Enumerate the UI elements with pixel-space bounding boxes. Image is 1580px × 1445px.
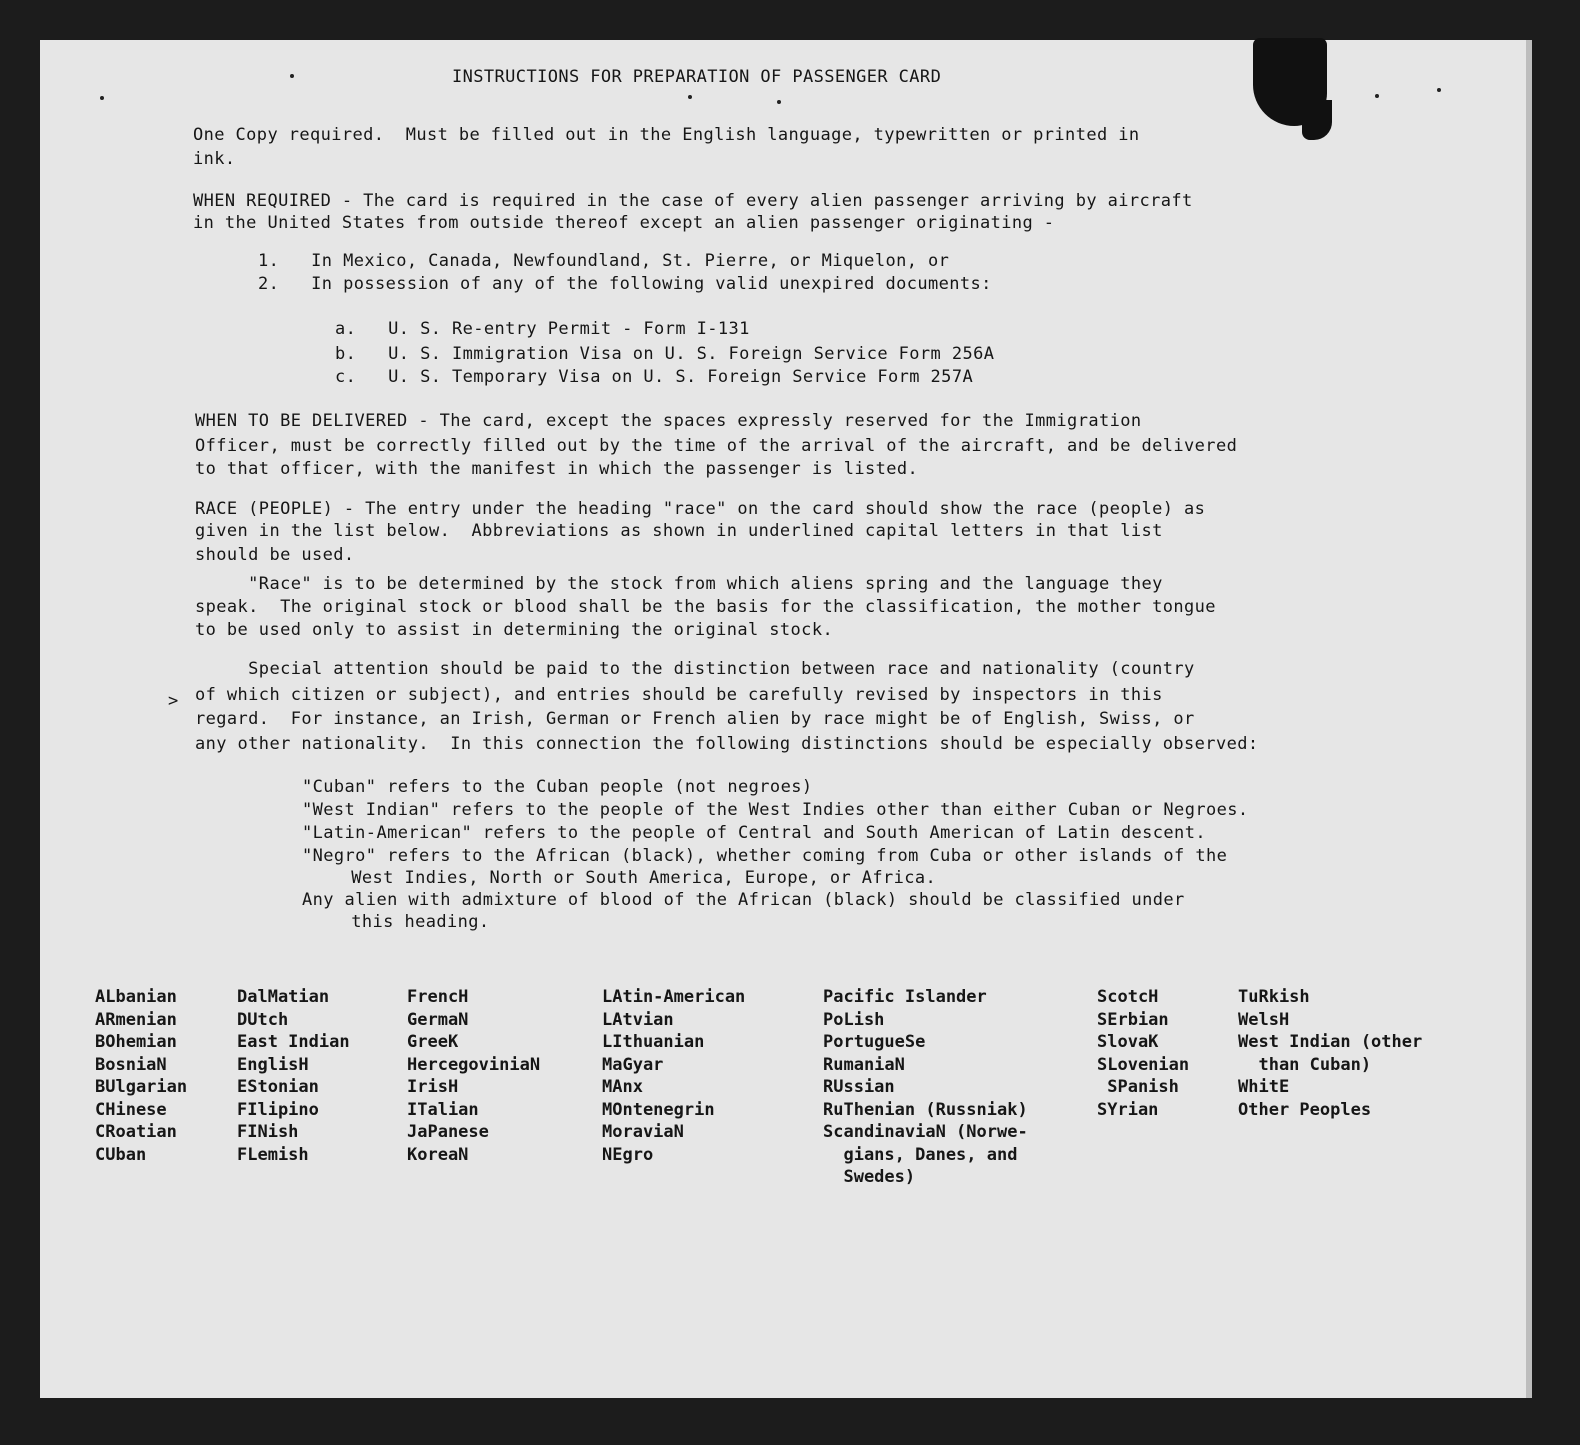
race-entry: EnglisH [237,1054,309,1075]
race-entry: SErbian [1097,1009,1169,1030]
race-entry: PortugueSe [823,1032,926,1052]
race-list-column-7 [1238,986,1422,1121]
document-title: INSTRUCTIONS FOR PREPARATION OF PASSENGER CARD [452,67,942,87]
race-entry: MAnx [602,1077,643,1097]
special-attention-line: any other nationality. In this connection the following distinctions should be especially observed: [195,734,1259,754]
race-entry: TuRkish [1238,987,1310,1007]
race-entry: KoreaN [407,1144,469,1165]
intro-line-1: One Copy required. Must be filled out in the English language, typewritten or printed in [193,125,1140,145]
race-entry: RumaniaN [823,1054,905,1075]
race-list-column-2 [237,986,350,1166]
special-attention-line: of which citizen or subject), and entries should be carefully revised by inspectors in this [195,685,1163,705]
race-heading-line: given in the list below. Abbreviations as shown in underlined capital letters in that list [195,521,1163,541]
race-entry: NEgro [602,1144,654,1165]
race-entry: ARmenian [95,1009,177,1030]
race-entry: West Indian (other [1238,1032,1423,1052]
speck [1437,88,1441,92]
race-entry: SLovenian [1097,1054,1190,1075]
race-list-column-5 [823,986,1028,1189]
race-entry: SYrian [1097,1099,1159,1120]
when-delivered-line: WHEN TO BE DELIVERED - The card, except the spaces expressly reserved for the Immigration [195,411,1142,431]
race-list-column-6 [1097,986,1189,1121]
race-entry: BOhemian [95,1032,177,1052]
race-entry: PoLish [823,1009,885,1030]
special-attention-line: Special attention should be paid to the distinction between race and nationality (country [195,659,1195,679]
race-definition-line: "Race" is to be determined by the stock from which aliens spring and the language they [195,574,1163,594]
speck [688,95,692,99]
ink-blot-drip [1302,100,1332,140]
document-item: a. U. S. Re-entry Permit - Form I-131 [335,319,750,339]
document-item: b. U. S. Immigration Visa on U. S. Foreign Service Form 256A [335,344,995,364]
special-attention-line: regard. For instance, an Irish, German or French alien by race might be of English, Swiss, or [195,709,1195,729]
race-entry: ALbanian [95,987,177,1007]
race-entry: GreeK [407,1032,459,1052]
race-heading-line: RACE (PEOPLE) - The entry under the heading "race" on the card should show the race (people) as [195,499,1206,519]
race-entry: GermaN [407,1009,469,1030]
race-entry: BosniaN [95,1054,167,1075]
race-entry: FrencH [407,987,469,1007]
race-entry: ITalian [407,1099,479,1120]
when-required-line-1: WHEN REQUIRED - The card is required in the case of every alien passenger arriving by aircraft [193,191,1193,211]
race-entry: Other Peoples [1238,1099,1372,1120]
race-list-column-3 [407,986,540,1166]
race-list-column-4 [602,986,745,1166]
race-entry: FLemish [237,1144,309,1165]
race-entry: WhitE [1238,1077,1290,1097]
document-page [40,40,1532,1398]
document-item: c. U. S. Temporary Visa on U. S. Foreign Service Form 257A [335,367,974,387]
distinction-line: this heading. [330,912,490,932]
distinction-line: "Negro" refers to the African (black), whether coming from Cuba or other islands of the [302,846,1228,866]
speck [290,74,294,78]
speck [777,100,781,104]
intro-line-2: ink. [193,149,236,169]
race-entry: EStonian [237,1077,319,1097]
race-definition-line: speak. The original stock or blood shall be the basis for the classification, the mother tongue [195,597,1216,617]
race-entry: IrisH [407,1077,459,1097]
race-entry: SPanish [1097,1077,1179,1097]
race-entry: DUtch [237,1009,289,1030]
race-entry: MaGyar [602,1054,664,1075]
distinction-line: "Cuban" refers to the Cuban people (not negroes) [302,777,813,797]
origin-item: 2. In possession of any of the following valid unexpired documents: [258,274,992,294]
race-entry: LAtvian [602,1009,674,1030]
race-entry: LAtin-American [602,987,746,1007]
race-entry: SlovaK [1097,1032,1159,1052]
race-entry: CRoatian [95,1122,177,1142]
race-entry: LIthuanian [602,1032,705,1052]
race-entry: Swedes) [823,1167,916,1187]
race-entry: CUban [95,1144,147,1165]
distinction-line: "Latin-American" refers to the people of Central and South American of Latin descent. [302,823,1206,843]
race-entry: than Cuban) [1238,1054,1372,1075]
when-delivered-line: to that officer, with the manifest in which the passenger is listed. [195,459,919,479]
distinction-line: "West Indian" refers to the people of the West Indies other than either Cuban or Negroes. [302,800,1249,820]
race-entry: ScotcH [1097,987,1159,1007]
race-definition-line: to be used only to assist in determining the original stock. [195,620,834,640]
race-entry: DalMatian [237,987,330,1007]
race-entry: HercegoviniaN [407,1054,541,1075]
race-entry: WelsH [1238,1009,1290,1030]
when-required-line-2: in the United States from outside thereof except an alien passenger originating - [193,213,1055,233]
distinction-line: Any alien with admixture of blood of the African (black) should be classified under [302,890,1185,910]
margin-mark: > [168,691,179,711]
race-entry: East Indian [237,1032,350,1052]
race-list-column-1 [95,986,187,1166]
race-entry: FINish [237,1122,299,1142]
race-entry: Pacific Islander [823,987,987,1007]
race-entry: MOntenegrin [602,1099,715,1120]
origin-item: 1. In Mexico, Canada, Newfoundland, St. Pierre, or Miquelon, or [258,251,950,271]
race-entry: FIlipino [237,1099,319,1120]
race-entry: BUlgarian [95,1077,188,1097]
distinction-line: West Indies, North or South America, Europe, or Africa. [330,868,937,888]
race-entry: RUssian [823,1077,895,1097]
race-entry: CHinese [95,1099,167,1120]
race-entry: MoraviaN [602,1122,684,1142]
race-heading-line: should be used. [195,545,355,565]
race-entry: RuThenian (Russniak) [823,1099,1028,1120]
race-entry: JaPanese [407,1122,489,1142]
race-entry: gians, Danes, and [823,1144,1018,1165]
race-entry: ScandinaviaN (Norwe- [823,1122,1028,1142]
speck [1375,94,1379,98]
speck [100,96,104,100]
when-delivered-line: Officer, must be correctly filled out by the time of the arrival of the aircraft, and be delivered [195,436,1238,456]
